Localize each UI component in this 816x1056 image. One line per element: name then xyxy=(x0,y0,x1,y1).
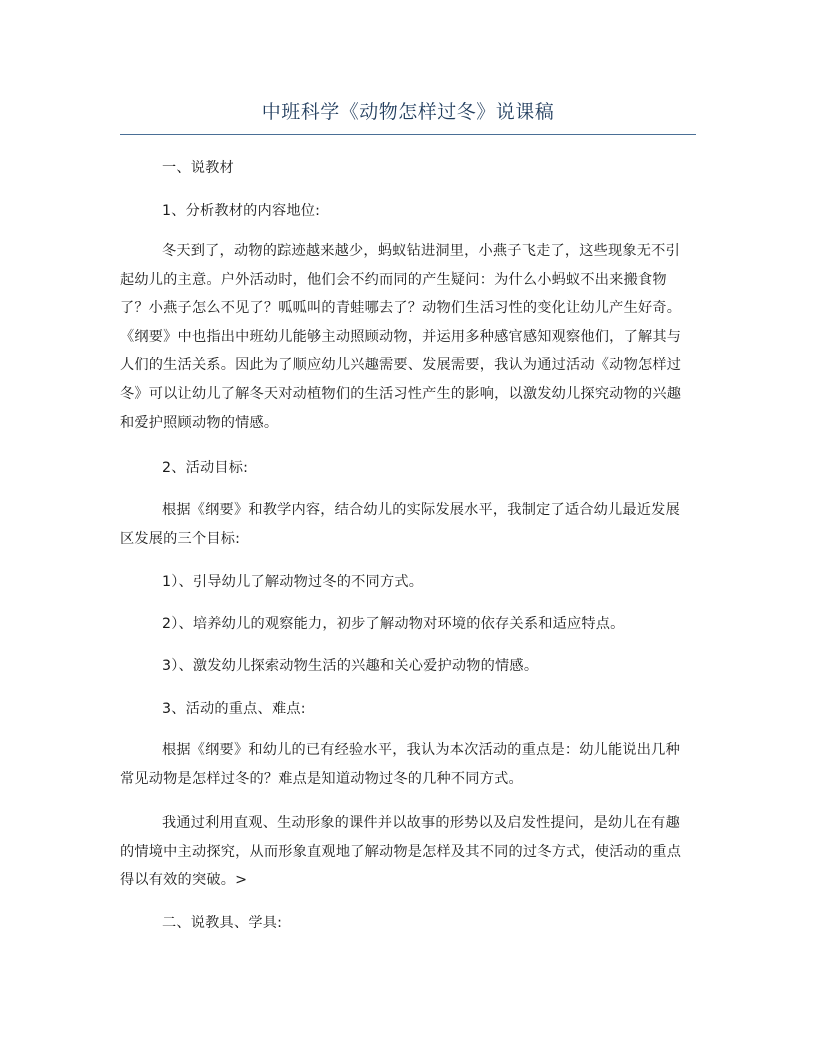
paragraph-line: 区发展的三个目标: xyxy=(120,530,241,547)
document-title: 中班科学《动物怎样过冬》说课稿 xyxy=(261,101,555,123)
paragraph-line: 冬天到了，动物的踪迹越来越少，蚂蚁钻进洞里，小燕子飞走了，这些现象无不引 xyxy=(162,243,680,259)
paragraph-line: 《纲要》中也指出中班幼儿能够主动照顾动物，并运用多种感官感知观察他们，了解其与 xyxy=(120,328,682,345)
goal-item-3: 3）、激发幼儿探索动物生活的兴趣和关心爱护动物的情感。 xyxy=(162,658,539,674)
paragraph-line: 常见动物是怎样过冬的？难点是知道动物过冬的几种不同方式。 xyxy=(120,770,523,787)
goal-item-1: 1）、引导幼儿了解动物过冬的不同方式。 xyxy=(162,574,424,590)
paragraph-line: 的情境中主动探究，从而形象直观地了解动物是怎样及其不同的过冬方式，使活动的重点 xyxy=(120,843,682,860)
paragraph-line: 根据《纲要》和幼儿的已有经验水平，我认为本次活动的重点是：幼儿能说出几种 xyxy=(162,742,680,758)
paragraph-method xyxy=(120,809,696,895)
paragraph-line: 冬》可以让幼儿了解冬天对动植物们的生活习性产生的影响，以激发幼儿探究动物的兴趣 xyxy=(120,385,682,402)
paragraph-line: 我通过利用直观、生动形象的课件并以故事的形势以及启发性提问，是幼儿在有趣 xyxy=(162,815,680,831)
paragraph-analysis xyxy=(120,237,696,437)
paragraph-line: 了？小燕子怎么不见了？呱呱叫的青蛙哪去了？动物们生活习性的变化让幼儿产生好奇。 xyxy=(120,300,682,317)
paragraph-line: 人们的生活关系。因此为了顺应幼儿兴趣需要、发展需要，我认为通过活动《动物怎样过 xyxy=(120,357,682,374)
paragraph-key-points xyxy=(120,736,696,793)
paragraph-line: 得以有效的突破。> xyxy=(120,872,248,889)
title-divider xyxy=(120,134,696,135)
section-heading-1: 一、说教材 xyxy=(162,160,234,176)
subheading-content-position: 1、分析教材的内容地位: xyxy=(162,203,321,219)
subheading-key-points: 3、活动的重点、难点: xyxy=(162,701,306,717)
paragraph-goals-intro xyxy=(120,496,696,553)
paragraph-line: 根据《纲要》和教学内容，结合幼儿的实际发展水平，我制定了适合幼儿最近发展 xyxy=(162,502,680,518)
section-heading-2: 二、说教具、学具: xyxy=(162,915,283,931)
paragraph-line: 和爱护照顾动物的情感。 xyxy=(120,414,279,431)
subheading-activity-goals: 2、活动目标: xyxy=(162,460,249,476)
goal-item-2: 2）、培养幼儿的观察能力，初步了解动物对环境的依存关系和适应特点。 xyxy=(162,616,625,632)
paragraph-line: 起幼儿的主意。户外活动时，他们会不约而同的产生疑问：为什么小蚂蚁不出来搬食物 xyxy=(120,271,667,288)
